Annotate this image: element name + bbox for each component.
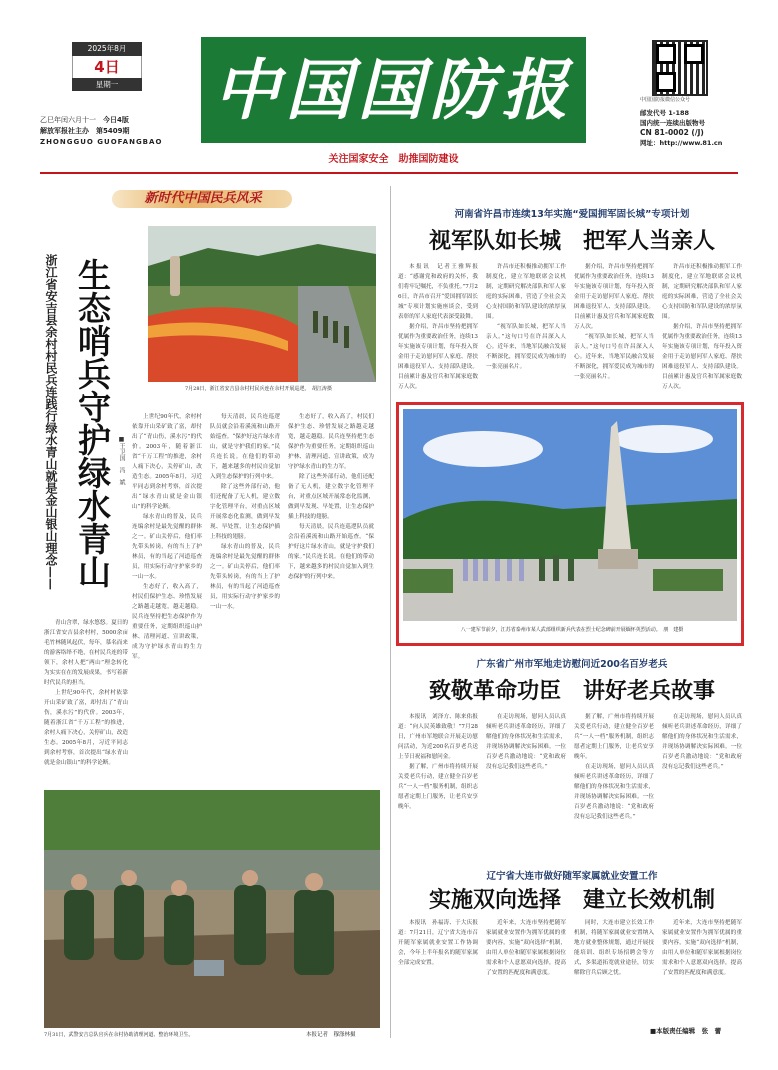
story-para: 除了这些外部行动，他们还配备了无人机，建立数字化管理平台，对重点区域开展常态化监测，做到早发现、早处置，让生态保护插上科技的翅膀。: [288, 474, 374, 520]
cn-label: 国内统一连续出版物号: [640, 119, 705, 127]
photo-patrol-caption: 7月28日，浙江省安吉县余村村民兵连在余村开展巡逻。 胡江涛摄: [185, 386, 333, 392]
story3-text-col3: [574, 918, 654, 1038]
slogan: 关注国家安全 助推国防建设: [328, 154, 459, 165]
story1-text-col4: [662, 262, 742, 396]
story-para: 生态好了，收入高了，村民们保护生态、珍惜发展之路越走越宽，越走越稳。民兵连坚持把生态保护作为重要任务，定期组织巡山护林、清理河道、宣讲政策，成为守护绿水青山的生力军。: [132, 584, 202, 660]
story-para: 上世纪90年代，余村村依靠开山采矿致了富，却付出了“青山伤，溪水污”的代价。2003年，随着浙江省“千万工程”的推进，余村人痛下决心，关停矿山，改造生态。2005年8月，习近平同志到余村考察，首次提出“绿水青山就是金山银山”的科学论断。: [132, 414, 202, 510]
qr-caption: 中国国防报微信公众号: [640, 97, 691, 103]
story1-para: 据介绍，许昌市坚持把拥军优属作为重要政治任务，连续13年实施该专项计划，每年投入资金用于走访慰问军人家庭、帮扶困难退役军人、支持部队建设。目前累计惠及官兵和军属家庭数万人次。: [574, 264, 654, 330]
cn-number: CN 81-0002 (/J): [640, 128, 704, 137]
photo-cleanup-caption: 7月31日，武警安吉总队官兵在余村协助清理河道、整治环境卫生。: [44, 1032, 194, 1038]
title-logo: 中国国防报: [213, 51, 574, 129]
story1-title: 视军队如长城 把军人当亲人: [428, 228, 715, 254]
issue-number: 第5409期: [96, 127, 130, 135]
date-day: 4日: [72, 56, 142, 78]
issue-info: [40, 115, 200, 148]
story-para: 除了这些外部行动，他们还配备了无人机，建立数字化管理平台，对重点区域开展常态化监测，做到早发现、早处置，让生态保护插上科技的翅膀。: [210, 484, 280, 540]
story2-text-col4: [662, 712, 742, 854]
story3-para: 同时，大连市建立长效工作机制，将随军家属就业安置纳入地方就业整体规划，通过开展技能培训、组织专场招聘会等方式，多渠道拓宽就业途径，切实解除官兵后顾之忧。: [574, 920, 654, 976]
story-text-col3: [288, 412, 374, 782]
masthead-rule: [40, 172, 738, 174]
photo-cleanup: [44, 790, 380, 1028]
story1-text-col2: [486, 262, 566, 396]
story2-para: 在走访现场，慰问人员认真倾听老兵讲述革命经历，详细了解他们的身体状况和生活需求，并现场协调解决实际困难。一位百岁老兵激动地说：“党和政府没有忘记我们这些老兵。”: [662, 714, 742, 770]
story3-text-col4: [662, 918, 742, 1018]
website: 网址：http://www.81.cn: [640, 139, 723, 147]
story2-para: 本报讯 刘泽方、陈来佑报道：“向人民英雄致敬！”7月28日，广州市军地联合开展走访慰问活动，为近200名百岁老兵送上节日祝福和慰问金。: [398, 714, 478, 760]
photo-patrol: [148, 226, 376, 382]
story-para: 绿水青山的普及，民兵连编余村是最先觉醒的群体之一。矿山关停后，他们率先带头转岗，有的当上了护林员，有的当起了河道巡查员，用实际行动守护家乡的一山一水。: [210, 544, 280, 610]
story2-text-col1: [398, 712, 478, 854]
story2-para: 据了解，广州市将持续开展关爱老兵行动，建立健全百岁老兵“一人一档”服务机制，组织志愿者定期上门服务，让老兵安享晚年。: [398, 764, 478, 810]
story1-para: 据介绍，许昌市坚持把拥军优属作为重要政治任务，连续13年实施该专项计划，每年投入资金用于走访慰问军人家庭、帮扶困难退役军人、支持部队建设。目前累计惠及官兵和军属家庭数万人次。: [662, 324, 742, 390]
story2-para: 据了解，广州市将持续开展关爱老兵行动，建立健全百岁老兵“一人一档”服务机制，组织志愿者定期上门服务，让老兵安享晚年。: [574, 714, 654, 760]
story-subtitle: 浙江省安吉县余村村民兵连践行绿水青山就是金山银山理念——: [44, 254, 58, 590]
story1-para: “视军队如长城，把军人当亲人。”这句口号在许昌深入人心。近年来，当地军民融合发展不断深化，拥军爱民成为城市的一张亮丽名片。: [574, 334, 654, 380]
pinyin-title: ZHONGGUO GUOFANGBAO: [40, 138, 163, 146]
story3-text-col1: [398, 918, 478, 1038]
story1-para: 许昌市还积极推动拥军工作制度化，建立军地联席会议机制，定期研究解决部队和军人家庭的实际困难，营造了全社会关心支持国防和军队建设的浓厚氛围。: [486, 264, 566, 320]
story1-para: 许昌市还积极推动拥军工作制度化，建立军地联席会议机制，定期研究解决部队和军人家庭的实际困难，营造了全社会关心支持国防和军队建设的浓厚氛围。: [662, 264, 742, 320]
column-divider: [390, 186, 391, 1038]
story-para: 每天清晨，民兵连巡逻队员就会沿着溪流和山路开始巡查。“保护好这片绿水青山，就是守护我们的家。”民兵连长说。在他们的带动下，越来越多的村民自觉加入到生态保护的行列中来。: [288, 524, 374, 580]
date-block: [72, 42, 142, 91]
story1-para: “视军队如长城，把军人当亲人。”这句口号在许昌深入人心。近年来，当地军民融合发展不断深化，拥军爱民成为城市的一张亮丽名片。: [486, 324, 566, 370]
page-editor: ■本版责任编辑 张 蕾: [650, 1027, 722, 1035]
story3-title: 实施双向选择 建立长效机制: [428, 887, 715, 913]
story-para: 青山含翠，绿水悠悠。夏日的浙江省安吉县余村村，5000余亩毛竹林随风起伏，每年，慕名而来的游客络绎不绝，在村民兵连的带领下，余村人把“两山”理念转化为实实在在的发展成果，书写着新时代民兵的担当。: [44, 620, 128, 686]
publisher: 解放军报社主办: [40, 127, 89, 135]
story1-kicker: 河南省许昌市连续13年实施“爱国拥军固长城”专项计划: [454, 209, 690, 220]
story3-text-col2: [486, 918, 566, 1038]
postal-info: [640, 108, 760, 148]
banner-text: 新时代中国民兵风采: [144, 191, 262, 206]
weekday: 星期一: [72, 78, 142, 91]
story-para: 绿水青山的普及，民兵连编余村是最先觉醒的群体之一。矿山关停后，他们率先带头转岗，有的当上了护林员，有的当起了河道巡查员，用实际行动守护家乡的一山一水。: [132, 514, 202, 580]
story1-para: 本报讯 记者王雅辉报道：“感谢党和政府的关怀，我们将牢记嘱托，不负重托。”7月26日，许昌市召开“爱国拥军固长城”专项计划实施座谈会，受到表彰的军人家庭代表深受鼓舞。: [398, 264, 478, 320]
story1-photo-frame: [396, 402, 744, 646]
lunar-date: 乙巳年闰六月十一: [40, 116, 96, 124]
story-para: 上世纪90年代，余村村依靠开山采矿致了富，却付出了“青山伤，溪水污”的代价。2003年，随着浙江省“千万工程”的推进，余村人痛下决心，关停矿山，改造生态。2005年8月，习近平同志到余村考察，首次提出“绿水青山就是金山银山”的科学论断。: [44, 690, 128, 766]
story-text-col2: [210, 412, 280, 772]
date-year-month: 2025年8月: [72, 42, 142, 56]
column-banner: [112, 187, 292, 211]
photo-memorial-caption: 八一建军节前夕，江苏省泰州市某人武部组织新兵代表在烈士纪念碑前开展缅怀英烈活动。 朋 建摄: [460, 627, 684, 633]
postal-code: 邮发代号 1-188: [640, 109, 690, 117]
story2-text-col2: [486, 712, 566, 854]
story-text-col1: [132, 412, 202, 772]
story1-text-col3: [574, 262, 654, 396]
story2-text-col3: [574, 712, 654, 854]
story-title: 生态哨兵守护绿水青山: [73, 258, 112, 588]
story3-kicker: 辽宁省大连市做好随军家属就业安置工作: [486, 871, 658, 882]
photo-memorial: [403, 409, 737, 621]
story1-text-col1: [398, 262, 478, 396]
story2-kicker: 广东省广州市军地走访慰问近200名百岁老兵: [476, 659, 668, 670]
title-logo-box: [201, 37, 586, 143]
story-para: 每天清晨，民兵连巡逻队员就会沿着溪流和山路开始巡查。“保护好这片绿水青山，就是守护我们的家。”民兵连长说。在他们的带动下，越来越多的村民自觉加入到生态保护的行列中来。: [210, 414, 280, 480]
story2-para: 在走访现场，慰问人员认真倾听老兵讲述革命经历，详细了解他们的身体状况和生活需求，并现场协调解决实际困难。一位百岁老兵激动地说：“党和政府没有忘记我们这些老兵。”: [574, 764, 654, 820]
masthead: [0, 0, 778, 172]
story-para: 生态好了，收入高了，村民们保护生态、珍惜发展之路越走越宽，越走越稳。民兵连坚持把生态保护作为重要任务，定期组织巡山护林、清理河道、宣讲政策，成为守护绿水青山的生力军。: [288, 414, 374, 470]
story3-para: 本报讯 孙福涛、于大庆报道：7月21日，辽宁省大连市召开随军家属就业安置工作协调会，今年上半年报名的随军家属全部完成安置。: [398, 920, 478, 966]
story3-para: 近年来，大连市坚持把随军家属就业安置作为拥军优属的重要内容，实施“双向选择”机制，由用人单位和随军家属根据岗位需求和个人意愿双向选择，提高了安置的匹配度和满意度。: [486, 920, 566, 976]
story2-title: 致敬革命功臣 讲好老兵故事: [428, 678, 715, 704]
story-byline: ■王卫国 冯 斌: [118, 436, 125, 485]
today-pages: 今日4版: [103, 116, 129, 124]
photo-cleanup-credit: 本报记者 穆涤林摄: [306, 1032, 356, 1038]
story3-para: 近年来，大连市坚持把随军家属就业安置作为拥军优属的重要内容，实施“双向选择”机制，由用人单位和随军家属根据岗位需求和个人意愿双向选择，提高了安置的匹配度和满意度。: [662, 920, 742, 976]
story2-para: 在走访现场，慰问人员认真倾听老兵讲述革命经历，详细了解他们的身体状况和生活需求，并现场协调解决实际困难。一位百岁老兵激动地说：“党和政府没有忘记我们这些老兵。”: [486, 714, 566, 770]
story1-para: 据介绍，许昌市坚持把拥军优属作为重要政治任务，连续13年实施该专项计划，每年投入资金用于走访慰问军人家庭、帮扶困难退役军人、支持部队建设。目前累计惠及官兵和军属家庭数万人次。: [398, 324, 478, 390]
story-text-lead: [44, 618, 128, 778]
